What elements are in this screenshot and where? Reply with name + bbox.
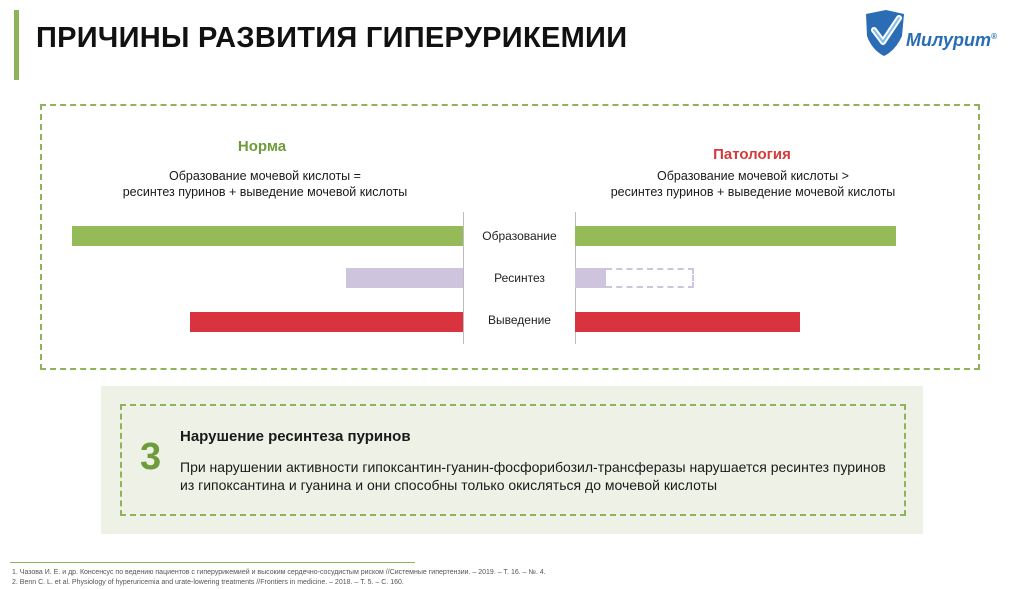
pathology-resynthesis-deficit bbox=[606, 268, 694, 288]
norm-formation-bar bbox=[72, 226, 463, 246]
checkmark-shield-icon bbox=[862, 8, 908, 58]
pathology-resynthesis-bar bbox=[575, 268, 606, 288]
pathology-description: Образование мочевой кислоты > ресинтез пуринов + выведение мочевой кислоты bbox=[610, 169, 896, 199]
logo-wordmark: Милурит® bbox=[906, 30, 997, 50]
cause-text: При нарушении активности гипоксантин-гуанин-фосфорибозил-трансферазы нарушается ресинтез пуринов из гипоксантина и гуанина и они способны только окисляться до мочевой кислоты bbox=[180, 459, 886, 493]
footnote-divider bbox=[10, 562, 415, 563]
title-accent-bar bbox=[14, 10, 19, 80]
norm-description: Образование мочевой кислоты = ресинтез пуринов + выведение мочевой кислоты bbox=[122, 169, 408, 199]
page-title: ПРИЧИНЫ РАЗВИТИЯ ГИПЕРУРИКЕМИИ bbox=[36, 22, 628, 54]
footnotes bbox=[12, 568, 546, 588]
footnote-item: 1. Чазова И. Е. и др. Консенсус по ведению пациентов с гиперурикемией и высоким сердечно-сосудистым риском //Системные гипертензии. – 2019. – Т. 16. – №. 4. bbox=[12, 569, 546, 576]
norm-excretion-bar bbox=[190, 312, 463, 332]
norm-resynthesis-bar bbox=[346, 268, 463, 288]
footnote-item: 2. Benn C. L. et al. Physiology of hyperuricemia and urate-lowering treatments //Frontiers in medicine. – 2018. – Т. 5. – С. 160. bbox=[12, 579, 404, 586]
row-label-formation: Образование bbox=[482, 229, 557, 243]
row-label-excretion: Выведение bbox=[488, 313, 551, 327]
row-label-resynthesis: Ресинтез bbox=[494, 271, 545, 285]
brand-logo bbox=[862, 8, 1018, 58]
cause-number: 3 bbox=[140, 436, 162, 478]
pathology-formation-bar bbox=[575, 226, 896, 246]
pathology-excretion-bar bbox=[575, 312, 800, 332]
pathology-title: Патология bbox=[713, 146, 791, 163]
cause-title: Нарушение ресинтеза пуринов bbox=[180, 428, 411, 445]
norm-title: Норма bbox=[237, 138, 287, 155]
